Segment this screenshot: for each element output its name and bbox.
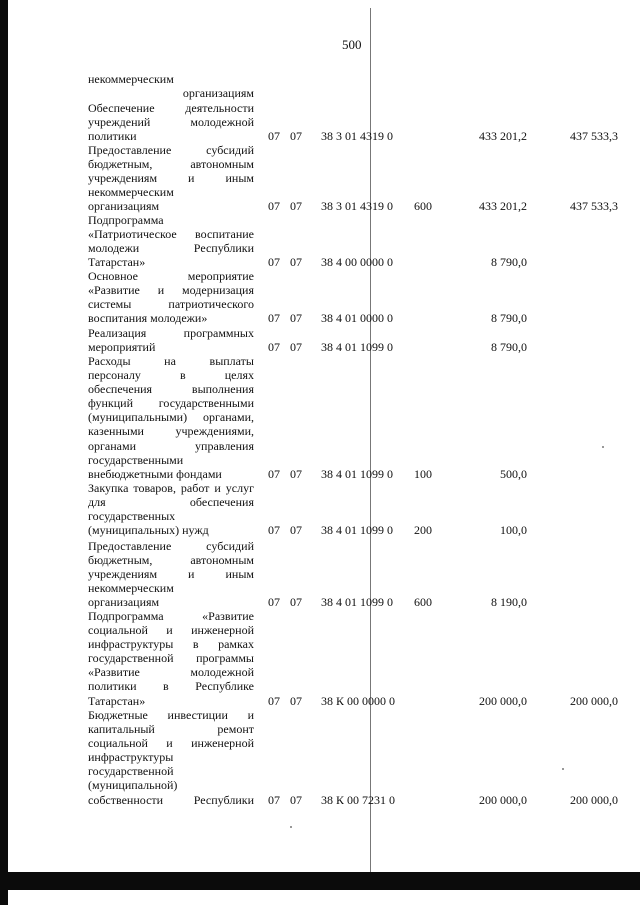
row-name-line: органами управления bbox=[88, 438, 254, 453]
scan-edge-left bbox=[0, 0, 8, 905]
target-article-code: 38 4 00 0000 0 bbox=[321, 255, 393, 270]
row-name-line: Предоставление субсидий bbox=[88, 143, 254, 157]
row-name-line: обеспечения выполнения bbox=[88, 382, 254, 397]
scan-speck bbox=[602, 446, 604, 448]
row-name-line: Татарстан» bbox=[88, 693, 146, 708]
row-name-line: мероприятий bbox=[88, 340, 156, 355]
row-name bbox=[88, 481, 254, 537]
row-name-line: государственной программы bbox=[88, 651, 254, 666]
row-name-line: (муниципальных) нужд bbox=[88, 523, 209, 538]
target-article-code: 38 3 01 4319 0 bbox=[321, 199, 393, 214]
row-name-line: Обеспечение деятельности bbox=[88, 101, 254, 115]
row-name-line: системы патриотического bbox=[88, 297, 254, 312]
row-name-line: молодежи Республики bbox=[88, 241, 254, 256]
amount-year-1: 8 790,0 bbox=[491, 311, 527, 326]
subsection-code: 07 bbox=[290, 199, 302, 214]
scan-speck bbox=[562, 768, 564, 770]
section-code: 07 bbox=[268, 199, 280, 214]
row-name-line: политики в Республике bbox=[88, 679, 254, 694]
row-name-line: организациям bbox=[88, 199, 160, 214]
section-code: 07 bbox=[268, 466, 280, 481]
target-article-code: 38 К 00 7231 0 bbox=[321, 792, 396, 807]
page-number: 500 bbox=[342, 37, 362, 52]
subsection-code: 07 bbox=[290, 340, 302, 355]
expense-type-code: 100 bbox=[414, 466, 432, 481]
scan-speck bbox=[290, 826, 292, 828]
row-name-line: социальной и инженерной bbox=[88, 736, 254, 751]
amount-year-1: 200 000,0 bbox=[479, 792, 527, 807]
section-code: 07 bbox=[268, 340, 280, 355]
section-code: 07 bbox=[268, 255, 280, 270]
row-name-line: учреждениям и иным bbox=[88, 567, 254, 582]
row-name-line: для обеспечения bbox=[88, 495, 254, 510]
row-name-line: «Развитие и модернизация bbox=[88, 283, 254, 298]
target-article-code: 38 3 01 4319 0 bbox=[321, 129, 393, 144]
row-name-line: (муниципальной) bbox=[88, 778, 178, 793]
row-name-line: Предоставление субсидий bbox=[88, 539, 254, 553]
target-article-code: 38 4 01 1099 0 bbox=[321, 466, 393, 481]
row-name bbox=[88, 269, 254, 325]
amount-year-2: 437 533,3 bbox=[570, 129, 618, 144]
row-name-line: Подпрограмма «Развитие bbox=[88, 609, 254, 623]
amount-year-2: 200 000,0 bbox=[570, 693, 618, 708]
row-name-line: инфраструктуры bbox=[88, 750, 174, 765]
section-code: 07 bbox=[268, 129, 280, 144]
amount-year-1: 433 201,2 bbox=[479, 129, 527, 144]
row-name-line: Бюджетные инвестиции и bbox=[88, 708, 254, 722]
amount-year-1: 500,0 bbox=[500, 466, 527, 481]
subsection-code: 07 bbox=[290, 693, 302, 708]
subsection-code: 07 bbox=[290, 255, 302, 270]
amount-year-1: 100,0 bbox=[500, 523, 527, 538]
row-name-line: собственности Республики bbox=[88, 792, 254, 807]
row-name-line: государственных bbox=[88, 509, 176, 524]
row-name-line: «Патриотическое воспитание bbox=[88, 227, 254, 242]
target-article-code: 38 4 01 0000 0 bbox=[321, 311, 393, 326]
amount-year-1: 200 000,0 bbox=[479, 693, 527, 708]
row-name-line: Татарстан» bbox=[88, 255, 146, 270]
amount-year-2: 200 000,0 bbox=[570, 792, 618, 807]
expense-type-code: 600 bbox=[414, 199, 432, 214]
row-name-line: некоммерческим bbox=[88, 581, 174, 596]
section-code: 07 bbox=[268, 792, 280, 807]
row-name-line: инфраструктуры в рамках bbox=[88, 637, 254, 652]
row-name-line: персоналу в целях bbox=[88, 368, 254, 383]
row-name-line: (муниципальными) органами, bbox=[88, 410, 254, 425]
row-name bbox=[88, 708, 254, 807]
subsection-code: 07 bbox=[290, 466, 302, 481]
amount-year-1: 8 190,0 bbox=[491, 595, 527, 610]
row-name-line: некоммерческим bbox=[88, 72, 174, 86]
row-name-line: государственной bbox=[88, 764, 174, 779]
row-name-line: некоммерческим bbox=[88, 185, 174, 200]
section-code: 07 bbox=[268, 311, 280, 326]
scan-edge-bottom bbox=[0, 872, 640, 890]
expense-type-code: 600 bbox=[414, 595, 432, 610]
target-article-code: 38 К 00 0000 0 bbox=[321, 693, 396, 708]
row-name-line: государственными bbox=[88, 452, 184, 467]
row-name-line: социальной и инженерной bbox=[88, 623, 254, 638]
row-name bbox=[88, 609, 254, 708]
row-name-line: организациям bbox=[88, 595, 160, 610]
row-name-line: капитальный ремонт bbox=[88, 722, 254, 737]
row-name-line: политики bbox=[88, 129, 137, 144]
row-name bbox=[88, 213, 254, 269]
target-article-code: 38 4 01 1099 0 bbox=[321, 340, 393, 355]
section-code: 07 bbox=[268, 693, 280, 708]
row-name bbox=[88, 326, 254, 354]
subsection-code: 07 bbox=[290, 523, 302, 538]
row-name-line: учреждений молодежной bbox=[88, 115, 254, 130]
row-name-line: Основное мероприятие bbox=[88, 269, 254, 283]
amount-year-1: 8 790,0 bbox=[491, 255, 527, 270]
subsection-code: 07 bbox=[290, 311, 302, 326]
subsection-code: 07 bbox=[290, 129, 302, 144]
target-article-code: 38 4 01 1099 0 bbox=[321, 523, 393, 538]
row-name-line: Реализация программных bbox=[88, 326, 254, 340]
subsection-code: 07 bbox=[290, 792, 302, 807]
row-name bbox=[88, 354, 254, 481]
expense-type-code: 200 bbox=[414, 523, 432, 538]
row-name bbox=[88, 101, 254, 143]
row-name-line: Расходы на выплаты bbox=[88, 354, 254, 368]
section-code: 07 bbox=[268, 595, 280, 610]
row-name-line: бюджетным, автономным bbox=[88, 157, 254, 172]
amount-year-1: 8 790,0 bbox=[491, 340, 527, 355]
row-name-line: внебюджетными фондами bbox=[88, 466, 222, 481]
row-name-line: учреждениям и иным bbox=[88, 171, 254, 186]
row-name bbox=[88, 72, 254, 100]
section-code: 07 bbox=[268, 523, 280, 538]
row-name bbox=[88, 539, 254, 609]
target-article-code: 38 4 01 1099 0 bbox=[321, 595, 393, 610]
row-name-line: бюджетным, автономным bbox=[88, 553, 254, 568]
row-name-line: «Развитие молодежной bbox=[88, 665, 254, 680]
row-name-line: Закупка товаров, работ и услуг bbox=[88, 481, 254, 495]
amount-year-2: 437 533,3 bbox=[570, 199, 618, 214]
row-name-line: функций государственными bbox=[88, 396, 254, 411]
row-name-line: Подпрограмма bbox=[88, 213, 164, 227]
row-name bbox=[88, 143, 254, 213]
subsection-code: 07 bbox=[290, 595, 302, 610]
row-name-line: организациям bbox=[182, 86, 254, 101]
row-name-line: воспитания молодежи» bbox=[88, 311, 208, 326]
amount-year-1: 433 201,2 bbox=[479, 199, 527, 214]
row-name-line: казенными учреждениями, bbox=[88, 424, 254, 439]
